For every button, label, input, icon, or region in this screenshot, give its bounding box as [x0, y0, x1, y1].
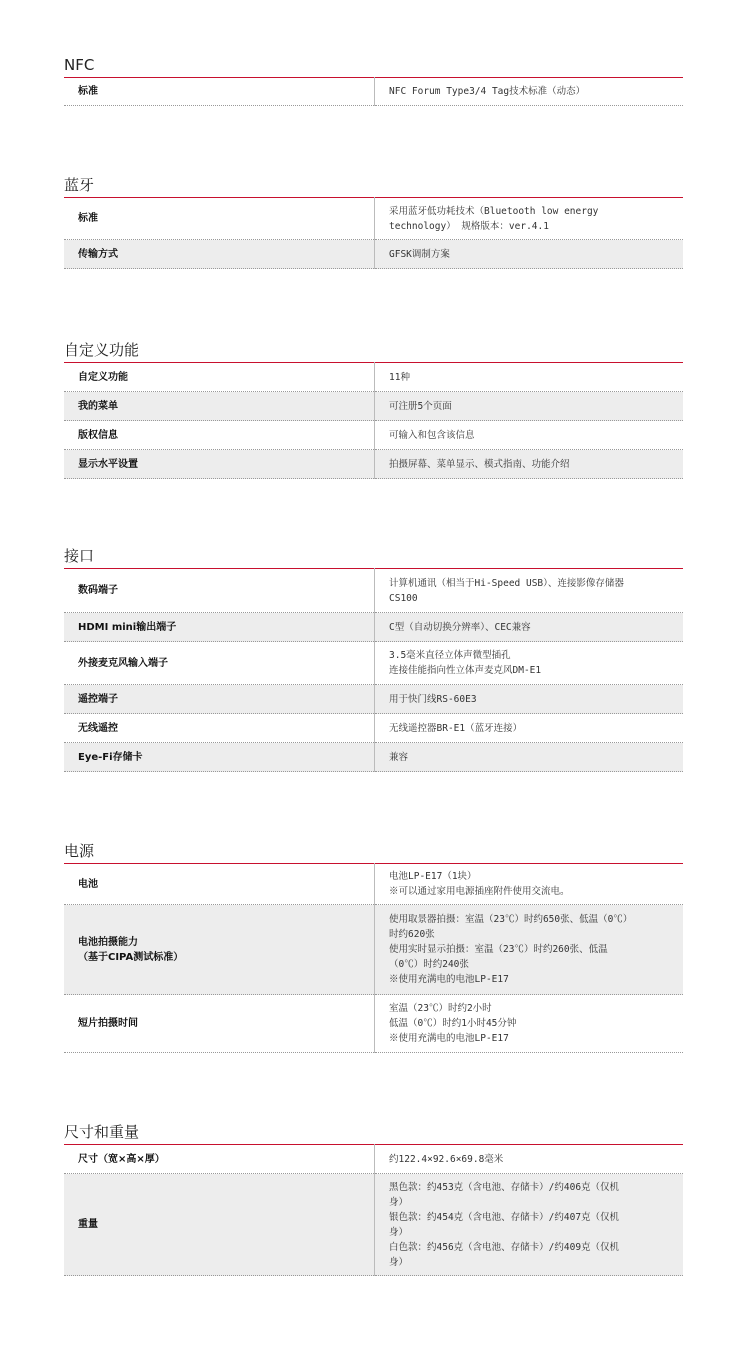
spec-table [64, 863, 683, 1053]
spec-label-line: HDMI mini输出端子 [78, 621, 177, 633]
spec-value-line: GFSK调制方案 [389, 248, 450, 260]
spec-value-line: 身） [389, 1226, 409, 1238]
spec-row [64, 1174, 683, 1276]
spec-value [375, 240, 684, 269]
spec-value-line: 采用蓝牙低功耗技术（Bluetooth low energy [389, 205, 599, 217]
spec-value [375, 1145, 684, 1174]
spec-table [64, 197, 683, 269]
spec-row [64, 198, 683, 240]
spec-value [375, 392, 684, 421]
spec-value-line: 白色款：约456克（含电池、存储卡）/约409克（仅机 [389, 1241, 620, 1253]
spec-value [375, 613, 684, 642]
spec-label [64, 613, 375, 642]
spec-label [64, 1174, 375, 1276]
spec-row [64, 613, 683, 642]
spec-label [64, 864, 375, 905]
spec-value [375, 198, 684, 240]
spec-value [375, 714, 684, 743]
spec-row [64, 1145, 683, 1174]
spec-label [64, 569, 375, 613]
spec-section [64, 53, 683, 106]
spec-section [64, 173, 683, 269]
spec-value-line: 黑色款：约453克（含电池、存储卡）/约406克（仅机 [389, 1181, 620, 1193]
spec-label-line: 无线遥控 [78, 722, 118, 734]
section-title: NFC [64, 56, 95, 74]
spec-label [64, 743, 375, 772]
spec-value-line: 拍摄屏幕、菜单显示、模式指南、功能介绍 [389, 458, 570, 470]
spec-table [64, 568, 683, 772]
spec-label-line: 我的菜单 [78, 400, 118, 412]
spec-value-line: 身） [389, 1256, 409, 1268]
section-title: 电源 [64, 842, 95, 860]
spec-row [64, 905, 683, 995]
spec-label [64, 240, 375, 269]
spec-section [64, 1120, 683, 1276]
spec-value-line: 身） [389, 1196, 409, 1208]
section-title: 蓝牙 [64, 176, 95, 194]
spec-row [64, 392, 683, 421]
spec-value-line: 3.5毫米直径立体声微型插孔 [389, 650, 511, 661]
spec-table [64, 362, 683, 479]
spec-label [64, 714, 375, 743]
spec-row [64, 78, 683, 106]
spec-row [64, 995, 683, 1053]
spec-value [375, 864, 684, 905]
spec-value-line: 11种 [389, 371, 410, 383]
spec-label-line: 外接麦克风输入端子 [78, 657, 168, 669]
spec-value-line: 无线遥控器BR-E1（蓝牙连接） [389, 722, 523, 734]
spec-label [64, 1145, 375, 1174]
spec-label [64, 642, 375, 685]
spec-value-line: 室温（23℃）时约2小时 [389, 1003, 492, 1014]
section-title: 接口 [64, 547, 95, 565]
spec-row [64, 864, 683, 905]
spec-value [375, 363, 684, 392]
spec-value-line: 电池LP-E17（1块） [389, 871, 477, 882]
spec-label-line: 数码端子 [78, 585, 118, 596]
section-title: 尺寸和重量 [64, 1123, 140, 1141]
spec-value-line: 时约620张 [389, 929, 435, 940]
spec-value-line: 用于快门线RS-60E3 [389, 693, 477, 705]
spec-label [64, 450, 375, 479]
spec-value [375, 995, 684, 1053]
spec-row [64, 743, 683, 772]
spec-label [64, 685, 375, 714]
spec-section [64, 338, 683, 479]
spec-value-line: ※可以通过家用电源插座附件使用交流电。 [389, 886, 570, 897]
spec-value-line: （0℃）时约240张 [389, 959, 469, 970]
spec-label-line: （基于CIPA测试标准） [78, 951, 184, 963]
spec-value [375, 450, 684, 479]
spec-value [375, 905, 684, 995]
spec-value-line: C型（自动切换分辨率）、CEC兼容 [389, 621, 531, 633]
spec-label [64, 78, 375, 106]
section-title: 自定义功能 [64, 341, 140, 359]
spec-label-line: Eye-Fi存储卡 [78, 751, 143, 763]
spec-label-line: 传输方式 [78, 248, 118, 260]
spec-label-line: 电池拍摄能力 [78, 936, 138, 948]
spec-value-line: 使用取景器拍摄：室温（23℃）时约650张、低温（0℃） [389, 914, 633, 925]
spec-value-line: 低温（0℃）时约1小时45分钟 [389, 1018, 517, 1029]
spec-label [64, 905, 375, 995]
spec-label-line: 重量 [78, 1219, 98, 1230]
spec-section [64, 839, 683, 1053]
spec-value [375, 78, 684, 106]
spec-label-line: 版权信息 [78, 429, 118, 441]
spec-value [375, 743, 684, 772]
spec-value-line: 银色款：约454克（含电池、存储卡）/约407克（仅机 [389, 1211, 620, 1223]
spec-label-line: 自定义功能 [78, 371, 128, 383]
spec-value [375, 1174, 684, 1276]
spec-value-line: 计算机通讯（相当于Hi-Speed USB）、连接影像存储器 [389, 577, 624, 589]
spec-row [64, 642, 683, 685]
spec-label-line: 电池 [78, 878, 98, 890]
spec-value-line: ※使用充满电的电池LP-E17 [389, 974, 509, 985]
spec-value-line: 使用实时显示拍摄：室温（23℃）时约260张、低温 [389, 944, 608, 955]
spec-label-line: 短片拍摄时间 [78, 1018, 138, 1029]
spec-value-line: 约122.4×92.6×69.8毫米 [389, 1153, 504, 1165]
spec-label [64, 995, 375, 1053]
spec-label-line: 尺寸（宽×高×厚） [78, 1153, 165, 1165]
spec-label [64, 421, 375, 450]
spec-row [64, 421, 683, 450]
spec-value-line: 兼容 [389, 751, 409, 763]
spec-value-line: NFC Forum Type3/4 Tag技术标准（动态） [389, 86, 586, 97]
spec-value-line: technology） 规格版本：ver.4.1 [389, 220, 549, 232]
spec-value-line: 可注册5个页面 [389, 400, 452, 412]
spec-value-line: CS100 [389, 592, 418, 604]
spec-label [64, 363, 375, 392]
spec-row [64, 363, 683, 392]
spec-label-line: 遥控端子 [78, 693, 118, 705]
spec-row [64, 450, 683, 479]
spec-value [375, 421, 684, 450]
spec-value-line: ※使用充满电的电池LP-E17 [389, 1033, 509, 1044]
spec-label [64, 392, 375, 421]
spec-row [64, 569, 683, 613]
spec-label [64, 198, 375, 240]
spec-label-line: 显示水平设置 [78, 458, 138, 470]
spec-label-line: 标准 [78, 86, 98, 97]
spec-row [64, 685, 683, 714]
spec-value-line: 可输入和包含该信息 [389, 429, 475, 441]
spec-row [64, 714, 683, 743]
spec-value [375, 685, 684, 714]
spec-value [375, 642, 684, 685]
spec-label-line: 标准 [78, 213, 98, 224]
spec-row [64, 240, 683, 269]
spec-section [64, 544, 683, 772]
spec-table [64, 1144, 683, 1276]
spec-table [64, 77, 683, 106]
spec-value [375, 569, 684, 613]
spec-value-line: 连接佳能指向性立体声麦克风DM-E1 [389, 665, 542, 676]
